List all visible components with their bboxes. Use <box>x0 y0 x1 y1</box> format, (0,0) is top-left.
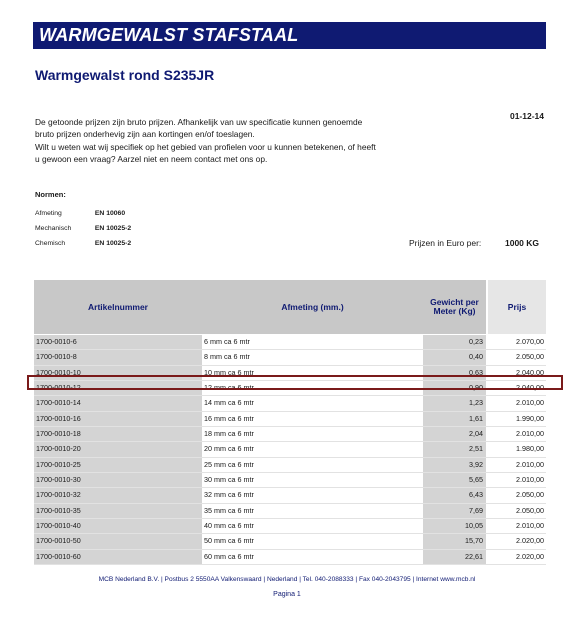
cell-artikelnummer: 1700-0010-40 <box>34 519 202 533</box>
cell-prijs: 2.020,00 <box>488 534 546 548</box>
prices-unit: 1000 KG <box>505 238 540 248</box>
cell-prijs: 2.050,00 <box>488 350 546 364</box>
table-row <box>34 381 546 396</box>
cell-afmeting: 25 mm ca 6 mtr <box>202 458 423 472</box>
cell-artikelnummer: 1700-0010-16 <box>34 412 202 426</box>
norm-row-chemisch <box>35 240 131 247</box>
cell-artikelnummer: 1700-0010-12 <box>34 381 202 395</box>
cell-prijs: 2.050,00 <box>488 504 546 518</box>
cell-prijs: 2.010,00 <box>488 473 546 487</box>
cell-artikelnummer: 1700-0010-30 <box>34 473 202 487</box>
table-row <box>34 427 546 442</box>
table-row <box>34 350 546 365</box>
norm-value: EN 10060 <box>94 210 126 217</box>
cell-afmeting: 50 mm ca 6 mtr <box>202 534 423 548</box>
cell-artikelnummer: 1700-0010-10 <box>34 366 202 380</box>
cell-afmeting: 30 mm ca 6 mtr <box>202 473 423 487</box>
norm-label: Mechanisch <box>35 225 72 232</box>
page-number: Pagina 1 <box>273 591 301 598</box>
table-row <box>34 488 546 503</box>
cell-afmeting: 32 mm ca 6 mtr <box>202 488 423 502</box>
cell-artikelnummer: 1700-0010-18 <box>34 427 202 441</box>
table-row <box>34 519 546 534</box>
cell-gewicht: 2,51 <box>423 442 486 456</box>
product-title: Warmgewalst rond S235JR <box>35 67 215 83</box>
norm-value: EN 10025-2 <box>94 240 132 247</box>
cell-prijs: 2.070,00 <box>488 335 546 349</box>
table-row <box>34 412 546 427</box>
table-row <box>34 366 546 381</box>
footer-contact: MCB Nederland B.V. | Postbus 2 5550AA Valkenswaard | Nederland | Tel. 040-2088333 | Fax 040-2043795 | Internet www.mcb.nl <box>98 576 476 583</box>
cell-gewicht: 22,61 <box>423 550 486 564</box>
cell-gewicht: 6,43 <box>423 488 486 502</box>
cell-artikelnummer: 1700-0010-50 <box>34 534 202 548</box>
cell-artikelnummer: 1700-0010-14 <box>34 396 202 410</box>
cell-afmeting: 20 mm ca 6 mtr <box>202 442 423 456</box>
table-row <box>34 473 546 488</box>
cell-afmeting: 60 mm ca 6 mtr <box>202 550 423 564</box>
norm-label: Afmeting <box>35 210 62 217</box>
cell-gewicht: 7,69 <box>423 504 486 518</box>
cell-afmeting: 14 mm ca 6 mtr <box>202 396 423 410</box>
cell-prijs: 2.010,00 <box>488 519 546 533</box>
cell-gewicht: 0,23 <box>423 335 486 349</box>
column-header-gewicht: Gewicht per Meter (Kg) <box>423 280 486 334</box>
cell-gewicht: 1,61 <box>423 412 486 426</box>
table-row <box>34 442 546 457</box>
table-row <box>34 550 546 565</box>
table-row <box>34 396 546 411</box>
cell-gewicht: 0,40 <box>423 350 486 364</box>
cell-prijs: 1.990,00 <box>488 412 546 426</box>
cell-gewicht: 1,23 <box>423 396 486 410</box>
cell-prijs: 2.010,00 <box>488 458 546 472</box>
cell-afmeting: 6 mm ca 6 mtr <box>202 335 423 349</box>
norm-label: Chemisch <box>35 240 66 247</box>
cell-artikelnummer: 1700-0010-60 <box>34 550 202 564</box>
cell-artikelnummer: 1700-0010-32 <box>34 488 202 502</box>
cell-prijs: 2.010,00 <box>488 396 546 410</box>
document-date: 01-12-14 <box>509 111 544 121</box>
cell-gewicht: 15,70 <box>423 534 486 548</box>
cell-afmeting: 8 mm ca 6 mtr <box>202 350 423 364</box>
cell-artikelnummer: 1700-0010-35 <box>34 504 202 518</box>
intro-line: bruto prijzen onderhevig zijn aan kortingen en/of toeslagen. <box>35 129 255 140</box>
cell-prijs: 2.040,00 <box>488 366 546 380</box>
prices-label: Prijzen in Euro per: <box>409 238 482 248</box>
cell-prijs: 1.980,00 <box>488 442 546 456</box>
intro-line: u gewoon een vraag? Aarzel niet en neem contact met ons op. <box>35 153 268 164</box>
cell-artikelnummer: 1700-0010-6 <box>34 335 202 349</box>
column-header-afmeting: Afmeting (mm.) <box>202 280 423 334</box>
cell-afmeting: 12 mm ca 6 mtr <box>202 381 423 395</box>
cell-artikelnummer: 1700-0010-8 <box>34 350 202 364</box>
cell-prijs: 2.020,00 <box>488 550 546 564</box>
cell-gewicht: 0,63 <box>423 366 486 380</box>
cell-gewicht: 0,90 <box>423 381 486 395</box>
column-header-prijs: Prijs <box>488 280 546 334</box>
column-header-artikel: Artikelnummer <box>34 280 202 334</box>
cell-afmeting: 10 mm ca 6 mtr <box>202 366 423 380</box>
cell-afmeting: 40 mm ca 6 mtr <box>202 519 423 533</box>
norm-row-mechanisch <box>35 225 131 232</box>
cell-gewicht: 2,04 <box>423 427 486 441</box>
cell-artikelnummer: 1700-0010-20 <box>34 442 202 456</box>
intro-line: Wilt u weten wat wij specifiek op het gebied van profielen voor u kunnen betekenen, of heeft <box>35 141 376 152</box>
cell-gewicht: 5,65 <box>423 473 486 487</box>
table-row <box>34 458 546 473</box>
cell-afmeting: 18 mm ca 6 mtr <box>202 427 423 441</box>
normen-title: Normen: <box>35 190 66 199</box>
intro-line: De getoonde prijzen zijn bruto prijzen. Afhankelijk van uw specificatie kunnen genoemde <box>35 117 363 127</box>
cell-prijs: 2.040,00 <box>488 381 546 395</box>
cell-prijs: 2.050,00 <box>488 488 546 502</box>
norm-row-afmeting <box>35 210 125 217</box>
table-row <box>34 335 546 350</box>
cell-afmeting: 35 mm ca 6 mtr <box>202 504 423 518</box>
cell-prijs: 2.010,00 <box>488 427 546 441</box>
cell-afmeting: 16 mm ca 6 mtr <box>202 412 423 426</box>
norm-value: EN 10025-2 <box>94 225 132 232</box>
price-table-body <box>34 335 546 565</box>
cell-artikelnummer: 1700-0010-25 <box>34 458 202 472</box>
cell-gewicht: 3,92 <box>423 458 486 472</box>
table-row <box>34 504 546 519</box>
intro-text <box>35 116 376 165</box>
table-row <box>34 534 546 549</box>
banner-title: WARMGEWALST STAFSTAAL <box>33 22 546 49</box>
cell-gewicht: 10,05 <box>423 519 486 533</box>
